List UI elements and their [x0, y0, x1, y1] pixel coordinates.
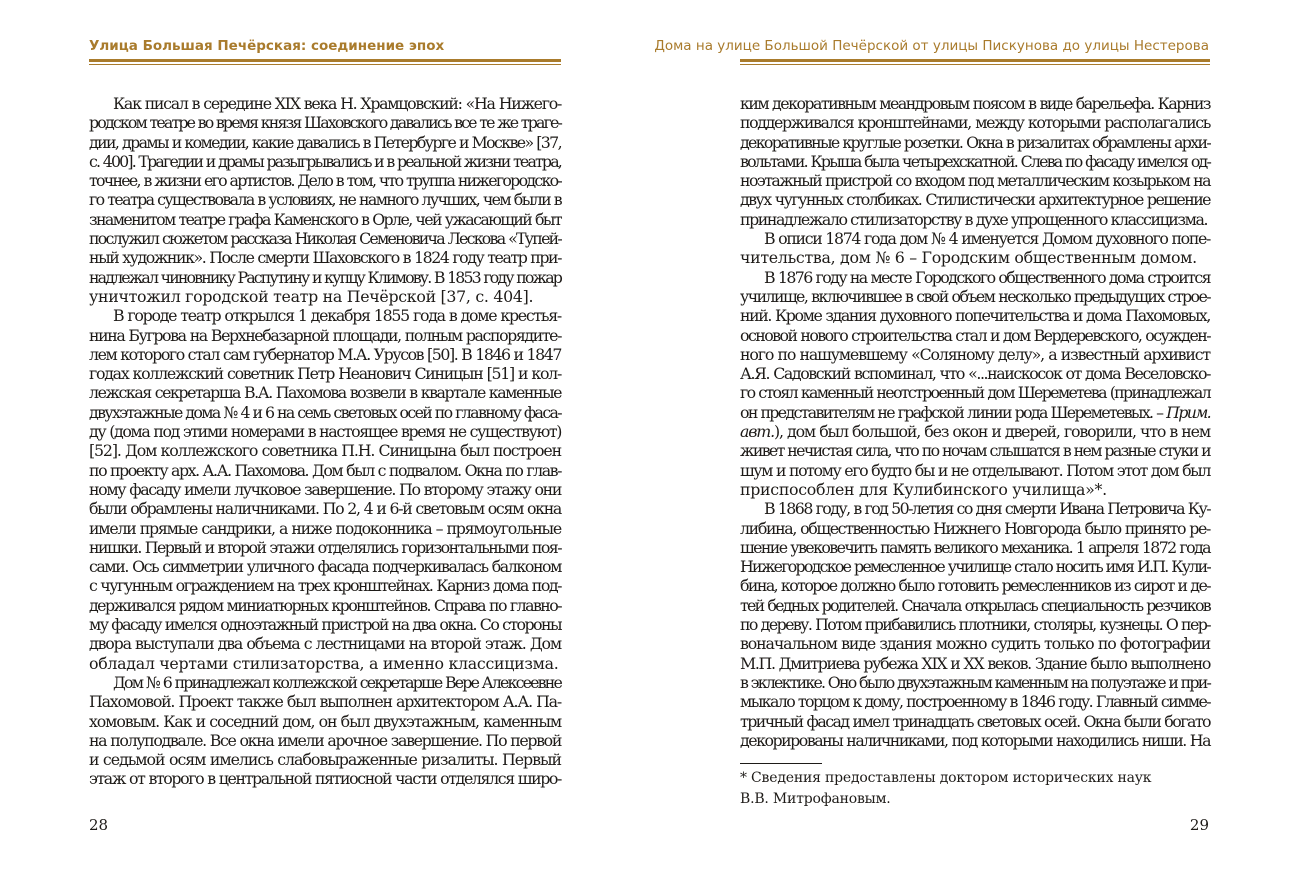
text-line: поддерживался кронштейнами, между которыми располагались — [740, 113, 1210, 133]
text-line: надлежал чиновнику Распутину и купцу Климову. В 1853 году пожар — [89, 267, 561, 287]
text-line: с. 400]. Трагедии и драмы разыгрывались и в реальной жизни театра, — [89, 151, 561, 171]
text-line: ноэтажный пристрой со входом под металлическим козырьком на — [740, 171, 1210, 191]
text-line: шение увековечить память великого механика. 1 апреля 1872 года — [740, 537, 1210, 557]
text-line: сами. Ось симметрии уличного фасада подчеркивалась балконом — [89, 557, 561, 577]
footnote-line: * Сведения предоставлены доктором исторических наук — [740, 770, 1152, 786]
text-line: послужил сюжетом рассказа Николая Семеновича Лескова «Тупей- — [89, 229, 561, 249]
text-line: лежская секретарша В.А. Пахомова возвели в квартале каменные — [89, 383, 561, 403]
text-line: двухэтажные дома № 4 и 6 на семь световых осей по главному фаса- — [89, 402, 561, 422]
text-line: В 1876 году на месте Городского общественного дома строится — [764, 267, 1210, 287]
text-line: приспособлен для Кулибинского училища»*. — [740, 479, 1107, 499]
text-line: двора выступали два объема с лестницами на второй этаж. Дом — [89, 634, 561, 654]
text-line: Дом № 6 принадлежал коллежской секретарше Вере Алексеевне — [113, 672, 561, 692]
text-line: декоративные круглые розетки. Окна в ризалитах обрамлены архи- — [740, 132, 1210, 152]
text-line: бина, которое должно было готовить ремесленников из сирот и де- — [740, 576, 1210, 596]
text-line: В городе театр открылся 1 декабря 1855 года в доме крестья- — [113, 306, 561, 326]
text-line: он представителям не графской линии рода Шереметевых. – Прим. — [740, 402, 1210, 422]
text-line: училище, включившее в свой объем несколько предыдущих строе- — [740, 286, 1210, 306]
text-line: В 1868 году, в год 50-летия со дня смерти Ивана Петровича Ку- — [764, 499, 1210, 519]
text-line: нишки. Первый и второй этажи отделялись горизонтальными поя- — [89, 537, 561, 557]
text-line: с чугунным ограждением на трех кронштейнах. Карниз дома под- — [89, 576, 561, 596]
text-line: тричный фасад имел тринадцать световых осей. Окна были богато — [740, 711, 1210, 731]
text-line: Нижегородское ремесленное училище стало носить имя И.П. Кули- — [740, 557, 1210, 577]
text-line: шум и потому его будто бы и не отделывают. Потом этот дом был — [740, 460, 1210, 480]
text-line: основой нового строительства стал и дом Вердеревского, осужден- — [740, 325, 1210, 345]
text-line: чительства, дом № 6 – Городским общественным домом. — [740, 248, 1197, 268]
text-line: живет нечистая сила, что по ночам слышатся в нем разные стуки и — [740, 441, 1210, 461]
text-line: и седьмой осям имелись слабовыраженные ризалиты. Первый — [89, 750, 561, 770]
text-line: в эклектике. Оно было двухэтажным каменным на полуэтаже и при- — [740, 672, 1210, 692]
running-head: Дома на улице Большой Печёрской от улицы Пискунова до улицы Нестерова — [654, 38, 1209, 54]
text-line: А.Я. Садовский вспоминал, что «...наискосок от дома Веселовско- — [740, 364, 1210, 384]
text-line: декорированы наличниками, под которыми находились ниши. На — [740, 730, 1210, 750]
text-line: ный художник». После смерти Шаховского в 1824 году театр при- — [89, 248, 561, 268]
text-line: дии, драмы и комедии, какие давались в Петербурге и Москве» [37, — [89, 132, 561, 152]
header-rule — [89, 59, 561, 62]
text-line: мыкало торцом к дому, построенному в 1846 году. Главный симме- — [740, 692, 1210, 712]
body-text — [89, 94, 561, 789]
text-line: по проекту арх. А.А. Пахомова. Дом был с подвалом. Окна по глав- — [89, 460, 561, 480]
text-line: лем которого стал сам губернатор М.А. Урусов [50]. В 1846 и 1847 — [89, 344, 561, 364]
header-rule-thin — [740, 64, 1210, 65]
text-line: ний. Кроме здания духовного попечительства и дома Пахомовых, — [740, 306, 1210, 326]
header-rule-thin — [89, 64, 561, 65]
text-line: знаменитом театре графа Каменского в Орле, чей ужасающий быт — [89, 209, 561, 229]
text-line: [52]. Дом коллежского советника П.Н. Синицына был построен — [89, 441, 561, 461]
text-line: родском театре во время князя Шаховского давались все те же траге- — [89, 113, 561, 133]
text-line: хомовым. Как и соседний дом, он был двухэтажным, каменным — [89, 711, 561, 731]
footnote — [740, 768, 1210, 810]
header-rule — [740, 59, 1210, 62]
text-line: ному фасаду имели лучковое завершение. По второму этажу они — [89, 479, 561, 499]
text-line: годах коллежский советник Петр Неанович Синицын [51] и кол- — [89, 364, 561, 384]
footnote-rule — [740, 763, 822, 764]
text-line: В описи 1874 года дом № 4 именуется Домом духовного попе- — [764, 229, 1210, 249]
text-line: Пахомовой. Проект также был выполнен архитектором А.А. Па- — [89, 692, 561, 712]
text-line: ду (дома под этими номерами в настоящее время не существуют) — [89, 422, 561, 442]
text-line: ким декоративным меандровым поясом в виде барельефа. Карниз — [740, 94, 1210, 113]
text-line: го стоял каменный неотстроенный дом Шереметева (принадлежал — [740, 383, 1210, 403]
running-head: Улица Большая Печёрская: соединение эпох — [89, 38, 445, 54]
text-line: на полуподвале. Все окна имели арочное завершение. По первой — [89, 730, 561, 750]
text-line: го театра существовала в условиях, не намного лучших, чем были в — [89, 190, 561, 210]
footnote-line: В.В. Митрофановым. — [740, 791, 891, 807]
text-line: тей бедных родителей. Сначала открылась специальность резчиков — [740, 595, 1210, 615]
text-line: Как писал в середине XIX века Н. Храмцовский: «На Нижего- — [113, 94, 561, 113]
text-line: принадлежало стилизаторству в духе упрощенного классицизма. — [740, 209, 1208, 229]
text-line: точнее, в жизни его артистов. Дело в том, что труппа нижегородско- — [89, 171, 561, 191]
text-line: авт.), дом был большой, без окон и дверей, говорили, что в нем — [740, 422, 1210, 442]
text-line: имели прямые сандрики, а ниже подоконника – прямоугольные — [89, 518, 561, 538]
page-number: 28 — [89, 816, 109, 834]
text-line: были обрамлены наличниками. По 2, 4 и 6-й световым осям окна — [89, 499, 561, 519]
body-text — [740, 94, 1210, 750]
text-line: му фасаду имелся одноэтажный пристрой на два окна. Со стороны — [89, 615, 561, 635]
right-page — [650, 0, 1300, 896]
text-line: либина, общественностью Нижнего Новгорода было принято ре- — [740, 518, 1210, 538]
text-line: вольтами. Крыша была четырехскатной. Слева по фасаду имелся од- — [740, 151, 1210, 171]
text-line: нина Бугрова на Верхнебазарной площади, полным распорядите- — [89, 325, 561, 345]
text-line: обладал чертами стилизаторства, а именно классицизма. — [89, 653, 559, 673]
text-line: по дереву. Потом прибавились плотники, столяры, кузнецы. О пер- — [740, 615, 1210, 635]
text-line: этаж от второго в центральной пятиосной части отделялся широ- — [89, 769, 561, 789]
text-line: уничтожил городской театр на Печёрской [37, с. 404]. — [89, 286, 534, 306]
text-line: М.П. Дмитриева рубежа XIX и XX веков. Здание было выполнено — [740, 653, 1210, 673]
text-line: ного по нашумевшему «Соляному делу», а известный архивист — [740, 344, 1210, 364]
page-number: 29 — [1189, 816, 1209, 834]
text-line: двух чугунных столбиках. Стилистически архитектурное решение — [740, 190, 1210, 210]
text-line: держивался рядом миниатюрных кронштейнов. Справа по главно- — [89, 595, 561, 615]
text-line: воначальном виде здания можно судить только по фотографии — [740, 634, 1210, 654]
